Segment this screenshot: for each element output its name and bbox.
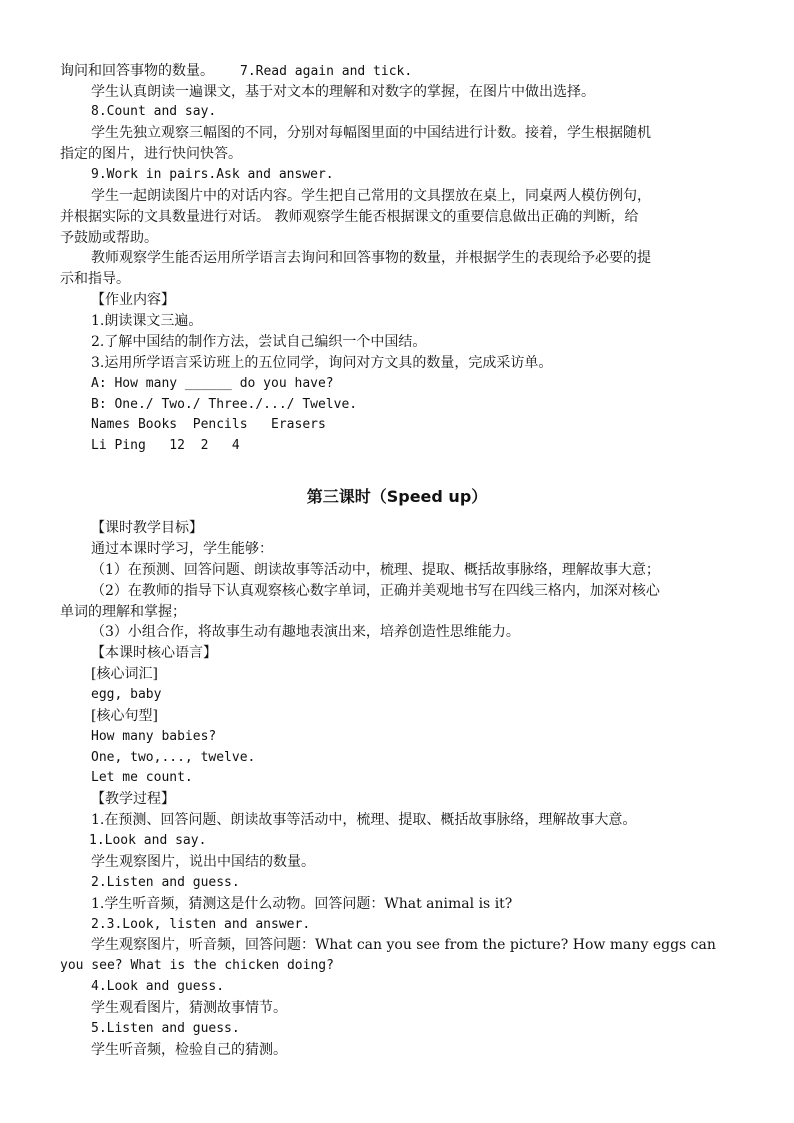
text-line: 学生一起朗读图片中的对话内容。学生把自己常用的文具摆放在桌上，同桌两人模仿例句， <box>91 188 651 204</box>
text-line: 1.学生听音频，猜测这是什么动物。回答问题：What animal is it? <box>91 896 513 912</box>
section-title: 第三课时（Speed up） <box>306 487 488 506</box>
section-heading: 【教学过程】 <box>91 791 175 807</box>
text-line: 4.Look and guess. <box>91 979 225 994</box>
text-line: （3）小组合作，将故事生动有趣地表演出来，培养创造性思维能力。 <box>91 624 520 640</box>
text-line: 2.Listen and guess. <box>91 875 240 890</box>
text-line: 3.运用所学语言采访班上的五位同学，询问对方文具的数量，完成采访单。 <box>91 355 553 371</box>
text-line: 学生听音频，检验自己的猜测。 <box>91 1042 287 1058</box>
text-line: Let me count. <box>91 770 193 785</box>
text-line: [核心词汇] <box>91 666 158 682</box>
section-heading: 【课时教学目标】 <box>91 520 203 536</box>
text-line: （2）在教师的指导下认真观察核心数字单词，正确并美观地书写在四线三格内，加深对核心 <box>91 583 660 599</box>
text-line: 学生观察图片，听音频，回答问题：What can you see from the picture? How many eggs can <box>91 937 716 953</box>
text-line: you see? What is the chicken doing? <box>60 958 334 973</box>
text-line: 示和指导。 <box>60 271 130 287</box>
text-line: B: One./ Two./ Three./.../ Twelve. <box>91 397 358 412</box>
text-line: 2.3.Look, listen and answer. <box>91 917 311 932</box>
text-line: 单词的理解和掌握； <box>60 604 186 620</box>
text-line: 2.了解中国结的制作方法，尝试自己编织一个中国结。 <box>91 334 427 350</box>
text-line: [核心句型] <box>91 708 158 724</box>
text-line: 9.Work in pairs.Ask and answer. <box>91 167 334 182</box>
text-line: 询问和回答事物的数量。 7.Read again and tick. <box>60 63 413 79</box>
text-line: 学生先独立观察三幅图的不同，分别对每幅图里面的中国结进行计数。接着，学生根据随机 <box>91 125 651 141</box>
text-line: 指定的图片，进行快问快答。 <box>60 146 242 162</box>
text-line: A: How many ______ do you have? <box>91 376 334 391</box>
text-line: 1.Look and say. <box>89 833 207 848</box>
text-line: How many babies? <box>91 729 217 744</box>
text-line: 1.在预测、回答问题、朗读故事等活动中，梳理、提取、概括故事脉络，理解故事大意。 <box>91 812 637 828</box>
text-line: 通过本课时学习，学生能够： <box>91 541 273 557</box>
section-heading: 【作业内容】 <box>91 292 175 308</box>
text-line: 8.Count and say. <box>91 104 217 119</box>
text-line: egg, baby <box>91 687 162 702</box>
text-line: 学生观察图片，说出中国结的数量。 <box>91 854 315 870</box>
section-heading: 【本课时核心语言】 <box>91 645 217 661</box>
text-line: Names Books Pencils Erasers <box>91 417 326 432</box>
text-line: （1）在预测、回答问题、朗读故事等活动中，梳理、提取、概括故事脉络，理解故事大意； <box>91 562 660 578</box>
text-line: 学生认真朗读一遍课文，基于对文本的理解和对数字的掌握，在图片中做出选择。 <box>91 84 595 100</box>
text-line: 学生观看图片，猜测故事情节。 <box>91 1000 287 1016</box>
text-line: 予鼓励或帮助。 <box>60 230 158 246</box>
text-line: 并根据实际的文具数量进行对话。 教师观察学生能否根据课文的重要信息做出正确的判断，给 <box>60 209 639 225</box>
text-line: Li Ping 12 2 4 <box>91 438 240 453</box>
text-line: 1.朗读课文三遍。 <box>91 313 203 329</box>
text-line: 5.Listen and guess. <box>91 1021 240 1036</box>
text-line: 教师观察学生能否运用所学语言去询问和回答事物的数量，并根据学生的表现给予必要的提 <box>91 250 651 266</box>
text-line: One, two,..., twelve. <box>91 750 256 765</box>
